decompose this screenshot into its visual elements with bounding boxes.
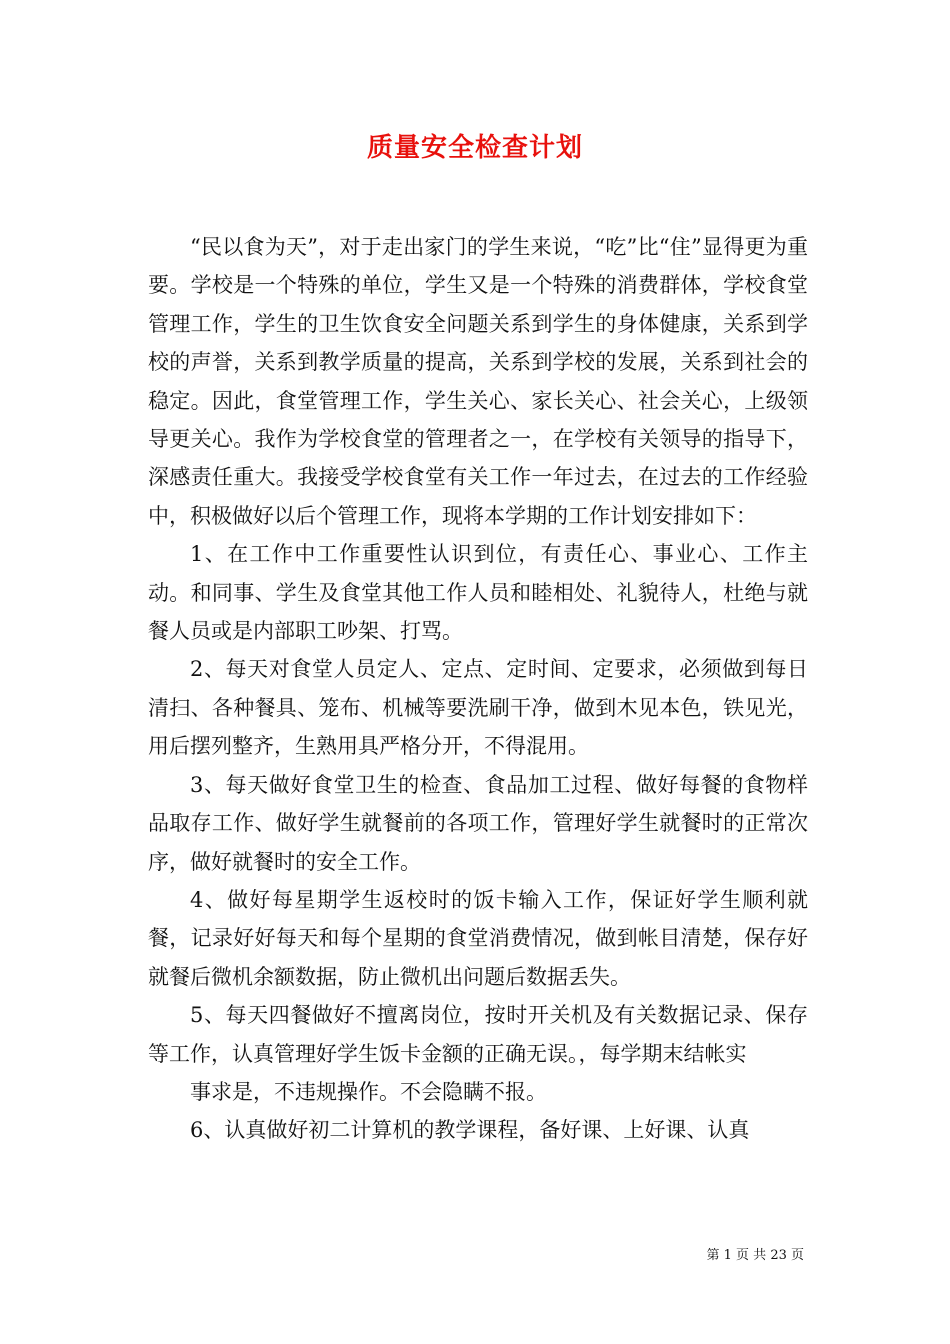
paragraph-item-4: 4、做好每星期学生返校时的饭卡输入工作，保证好学生顺利就餐，记录好好每天和每个星期的食堂消费情况，做到帐目清楚，保存好就餐后微机余额数据，防止微机出问题后数据丢失。 [148,887,808,989]
paragraph-item-3: 3、每天做好食堂卫生的检查、食品加工过程、做好每餐的食物样品取存工作、做好学生就餐前的各项工作，管理好学生就餐时的正常次序，做好就餐时的安全工作。 [148,772,808,874]
paragraph-item-5-continued: 事求是，不违规操作。不会隐瞒不报。 [190,1079,547,1104]
paragraph-item-2: 2、每天对食堂人员定人、定点、定时间、定要求，必须做到每日清扫、各种餐具、笼布、机械等要洗刷干净，做到木见本色，铁见光，用后摆列整齐，生熟用具严格分开，不得混用。 [148,657,808,759]
document-title: 质量安全检查计划 [366,133,583,163]
document-body [148,228,808,1150]
page-number: 第 1 页 共 23 页 [706,1248,804,1263]
paragraph-intro: “民以食为天”，对于走出家门的学生来说，“吃”比“住”显得更为重要。学校是一个特殊的单位，学生又是一个特殊的消费群体，学校食堂管理工作，学生的卫生饮食安全问题关系到学生的身体健康，关系到学校的声誉，关系到教学质量的提高，关系到学校的发展，关系到社会的稳定。因此，食堂管理工作，学生关心、家长关心、社会关心，上级领导更关心。我作为学校食堂的管理者之一，在学校有关领导的指导下，深感责任重大。我接受学校食堂有关工作一年过去，在过去的工作经验中，积极做好以后个管理工作，现将本学期的工作计划安排如下： [148,235,808,528]
paragraph-item-5: 5、每天四餐做好不擅离岗位，按时开关机及有关数据记录、保存等工作，认真管理好学生饭卡金额的正确无误。，每学期末结帐实 [148,1003,808,1066]
paragraph-item-1: 1、在工作中工作重要性认识到位，有责任心、事业心、工作主动。和同事、学生及食堂其他工作人员和睦相处、礼貌待人，杜绝与就餐人员或是内部职工吵架、打骂。 [148,542,808,644]
paragraph-item-6: 6、认真做好初二计算机的教学课程，备好课、上好课、认真 [190,1118,750,1143]
